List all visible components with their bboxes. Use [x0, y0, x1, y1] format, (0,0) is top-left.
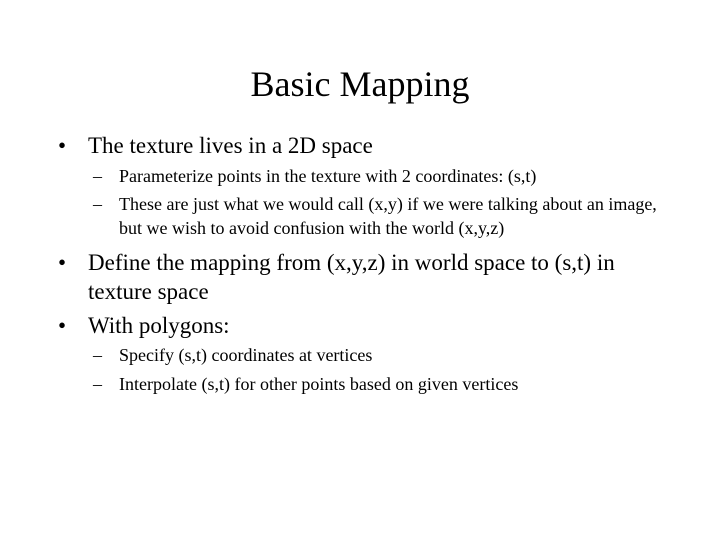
dash-glyph: –: [93, 166, 102, 186]
sub-bullet-text: These are just what we would call (x,y) if we were talking about an image, but we wish to avoid confusion with the world (x,y,z): [119, 194, 657, 238]
slide-title: Basic Mapping: [250, 64, 470, 104]
bullet-item: [58, 248, 678, 306]
dash-glyph: –: [93, 345, 102, 365]
bullet-text: Define the mapping from (x,y,z) in world space to (s,t) in texture space: [88, 250, 615, 304]
dash-glyph: –: [93, 194, 102, 214]
bullet-glyph: •: [58, 133, 67, 158]
bullet-item: [58, 311, 678, 340]
sub-bullet-text: Parameterize points in the texture with 2 coordinates: (s,t): [119, 166, 537, 186]
sub-bullet-text: Specify (s,t) coordinates at vertices: [119, 345, 373, 365]
bullet-text: The texture lives in a 2D space: [88, 133, 373, 158]
sub-bullet-item: [93, 164, 679, 188]
sub-bullet-item: [93, 343, 679, 367]
bullet-glyph: •: [58, 313, 67, 338]
sub-bullet-item: [93, 372, 679, 396]
bullet-glyph: •: [58, 250, 67, 275]
bullet-text: With polygons:: [88, 313, 230, 338]
bullet-item: [58, 131, 678, 160]
sub-bullet-item: [93, 192, 679, 240]
dash-glyph: –: [93, 374, 102, 394]
sub-bullet-text: Interpolate (s,t) for other points based on given vertices: [119, 374, 519, 394]
